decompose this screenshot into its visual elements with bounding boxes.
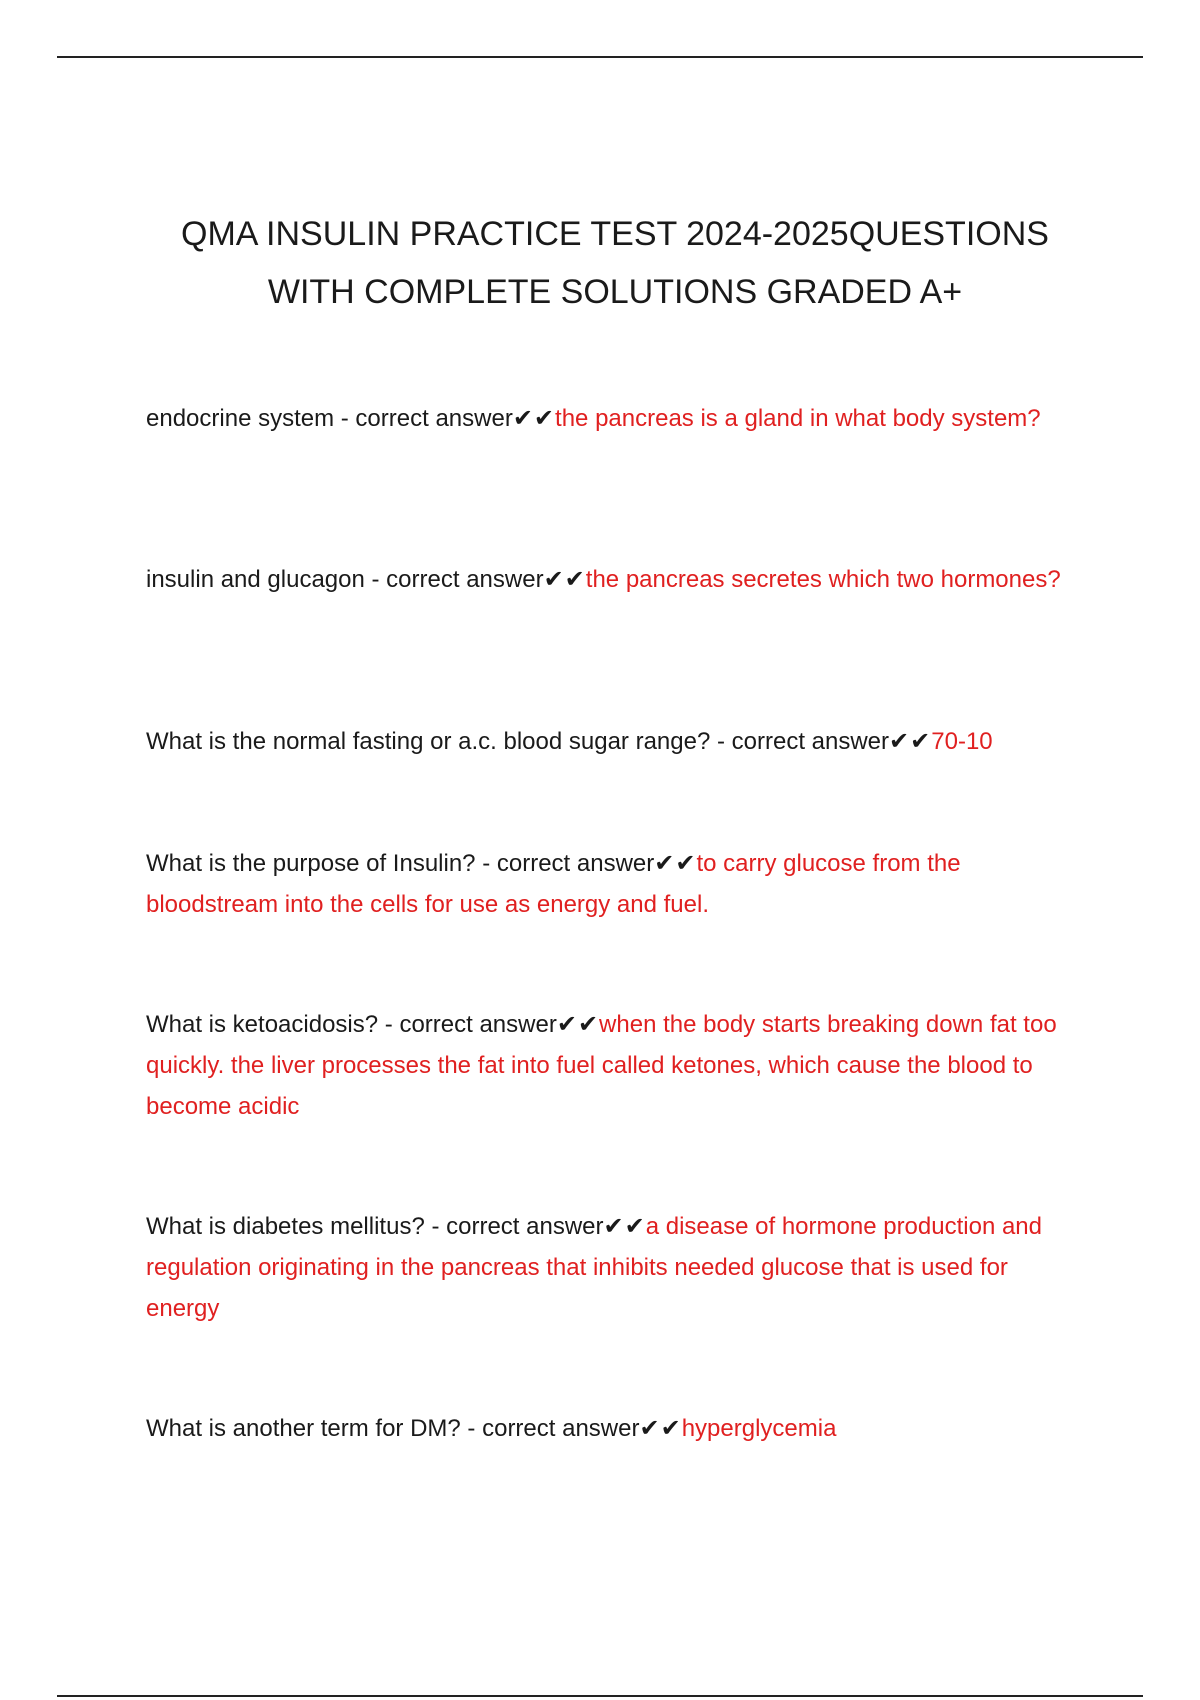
answer-text: hyperglycemia	[681, 1415, 837, 1442]
title-line-2: WITH COMPLETE SOLUTIONS GRADED A+	[267, 273, 963, 311]
bottom-rule	[57, 1695, 1143, 1697]
correct-answer-separator: - correct answer	[378, 1011, 557, 1038]
question-text: What is diabetes mellitus?	[146, 1213, 425, 1240]
question-text: What is ketoacidosis?	[146, 1011, 379, 1038]
qa-item	[146, 1206, 1086, 1329]
checkmark-icon: ✔✔	[654, 850, 697, 877]
answer-text: the pancreas is a gland in what body system?	[555, 405, 1041, 432]
qa-item	[146, 843, 1086, 925]
title-line-1: QMA INSULIN PRACTICE TEST 2024-2025QUESTIONS	[181, 215, 1049, 253]
correct-answer-separator: - correct answer	[475, 850, 655, 877]
checkmark-icon: ✔✔	[603, 1213, 646, 1240]
qa-item	[146, 398, 1086, 439]
qa-item	[146, 559, 1086, 600]
qa-item	[146, 1408, 1086, 1449]
answer-text: the pancreas secretes which two hormones?	[585, 566, 1061, 593]
checkmark-icon: ✔✔	[512, 405, 556, 432]
answer-text: when the body starts breaking down fat too quickly. the liver processes the fat into fuel called ketones, which cause the blood to become acidic	[146, 1011, 1057, 1120]
answer-text: to carry glucose from the bloodstream into the cells for use as energy and fuel.	[146, 850, 961, 918]
correct-answer-separator: - correct answer	[710, 728, 890, 755]
checkmark-icon: ✔✔	[556, 1011, 600, 1038]
correct-answer-separator: - correct answer	[424, 1213, 604, 1240]
question-text: insulin and glucagon	[146, 566, 365, 593]
answer-text: a disease of hormone production and regulation originating in the pancreas that inhibits needed glucose that is used for energy	[146, 1213, 1043, 1322]
checkmark-icon: ✔✔	[889, 728, 932, 755]
question-text: What is another term for DM?	[146, 1415, 461, 1442]
answer-text: 70-10	[931, 728, 993, 755]
checkmark-icon: ✔✔	[543, 566, 586, 593]
qa-item	[146, 1004, 1086, 1127]
top-rule	[57, 56, 1143, 58]
question-text: endocrine system	[146, 405, 335, 432]
correct-answer-separator: - correct answer	[334, 405, 513, 432]
question-text: What is the purpose of Insulin?	[146, 850, 476, 877]
qa-item	[146, 721, 1106, 762]
correct-answer-separator: - correct answer	[460, 1415, 640, 1442]
document-title	[100, 205, 1130, 321]
question-text: What is the normal fasting or a.c. blood sugar range?	[146, 728, 711, 755]
checkmark-icon: ✔✔	[639, 1415, 682, 1442]
correct-answer-separator: - correct answer	[364, 566, 544, 593]
